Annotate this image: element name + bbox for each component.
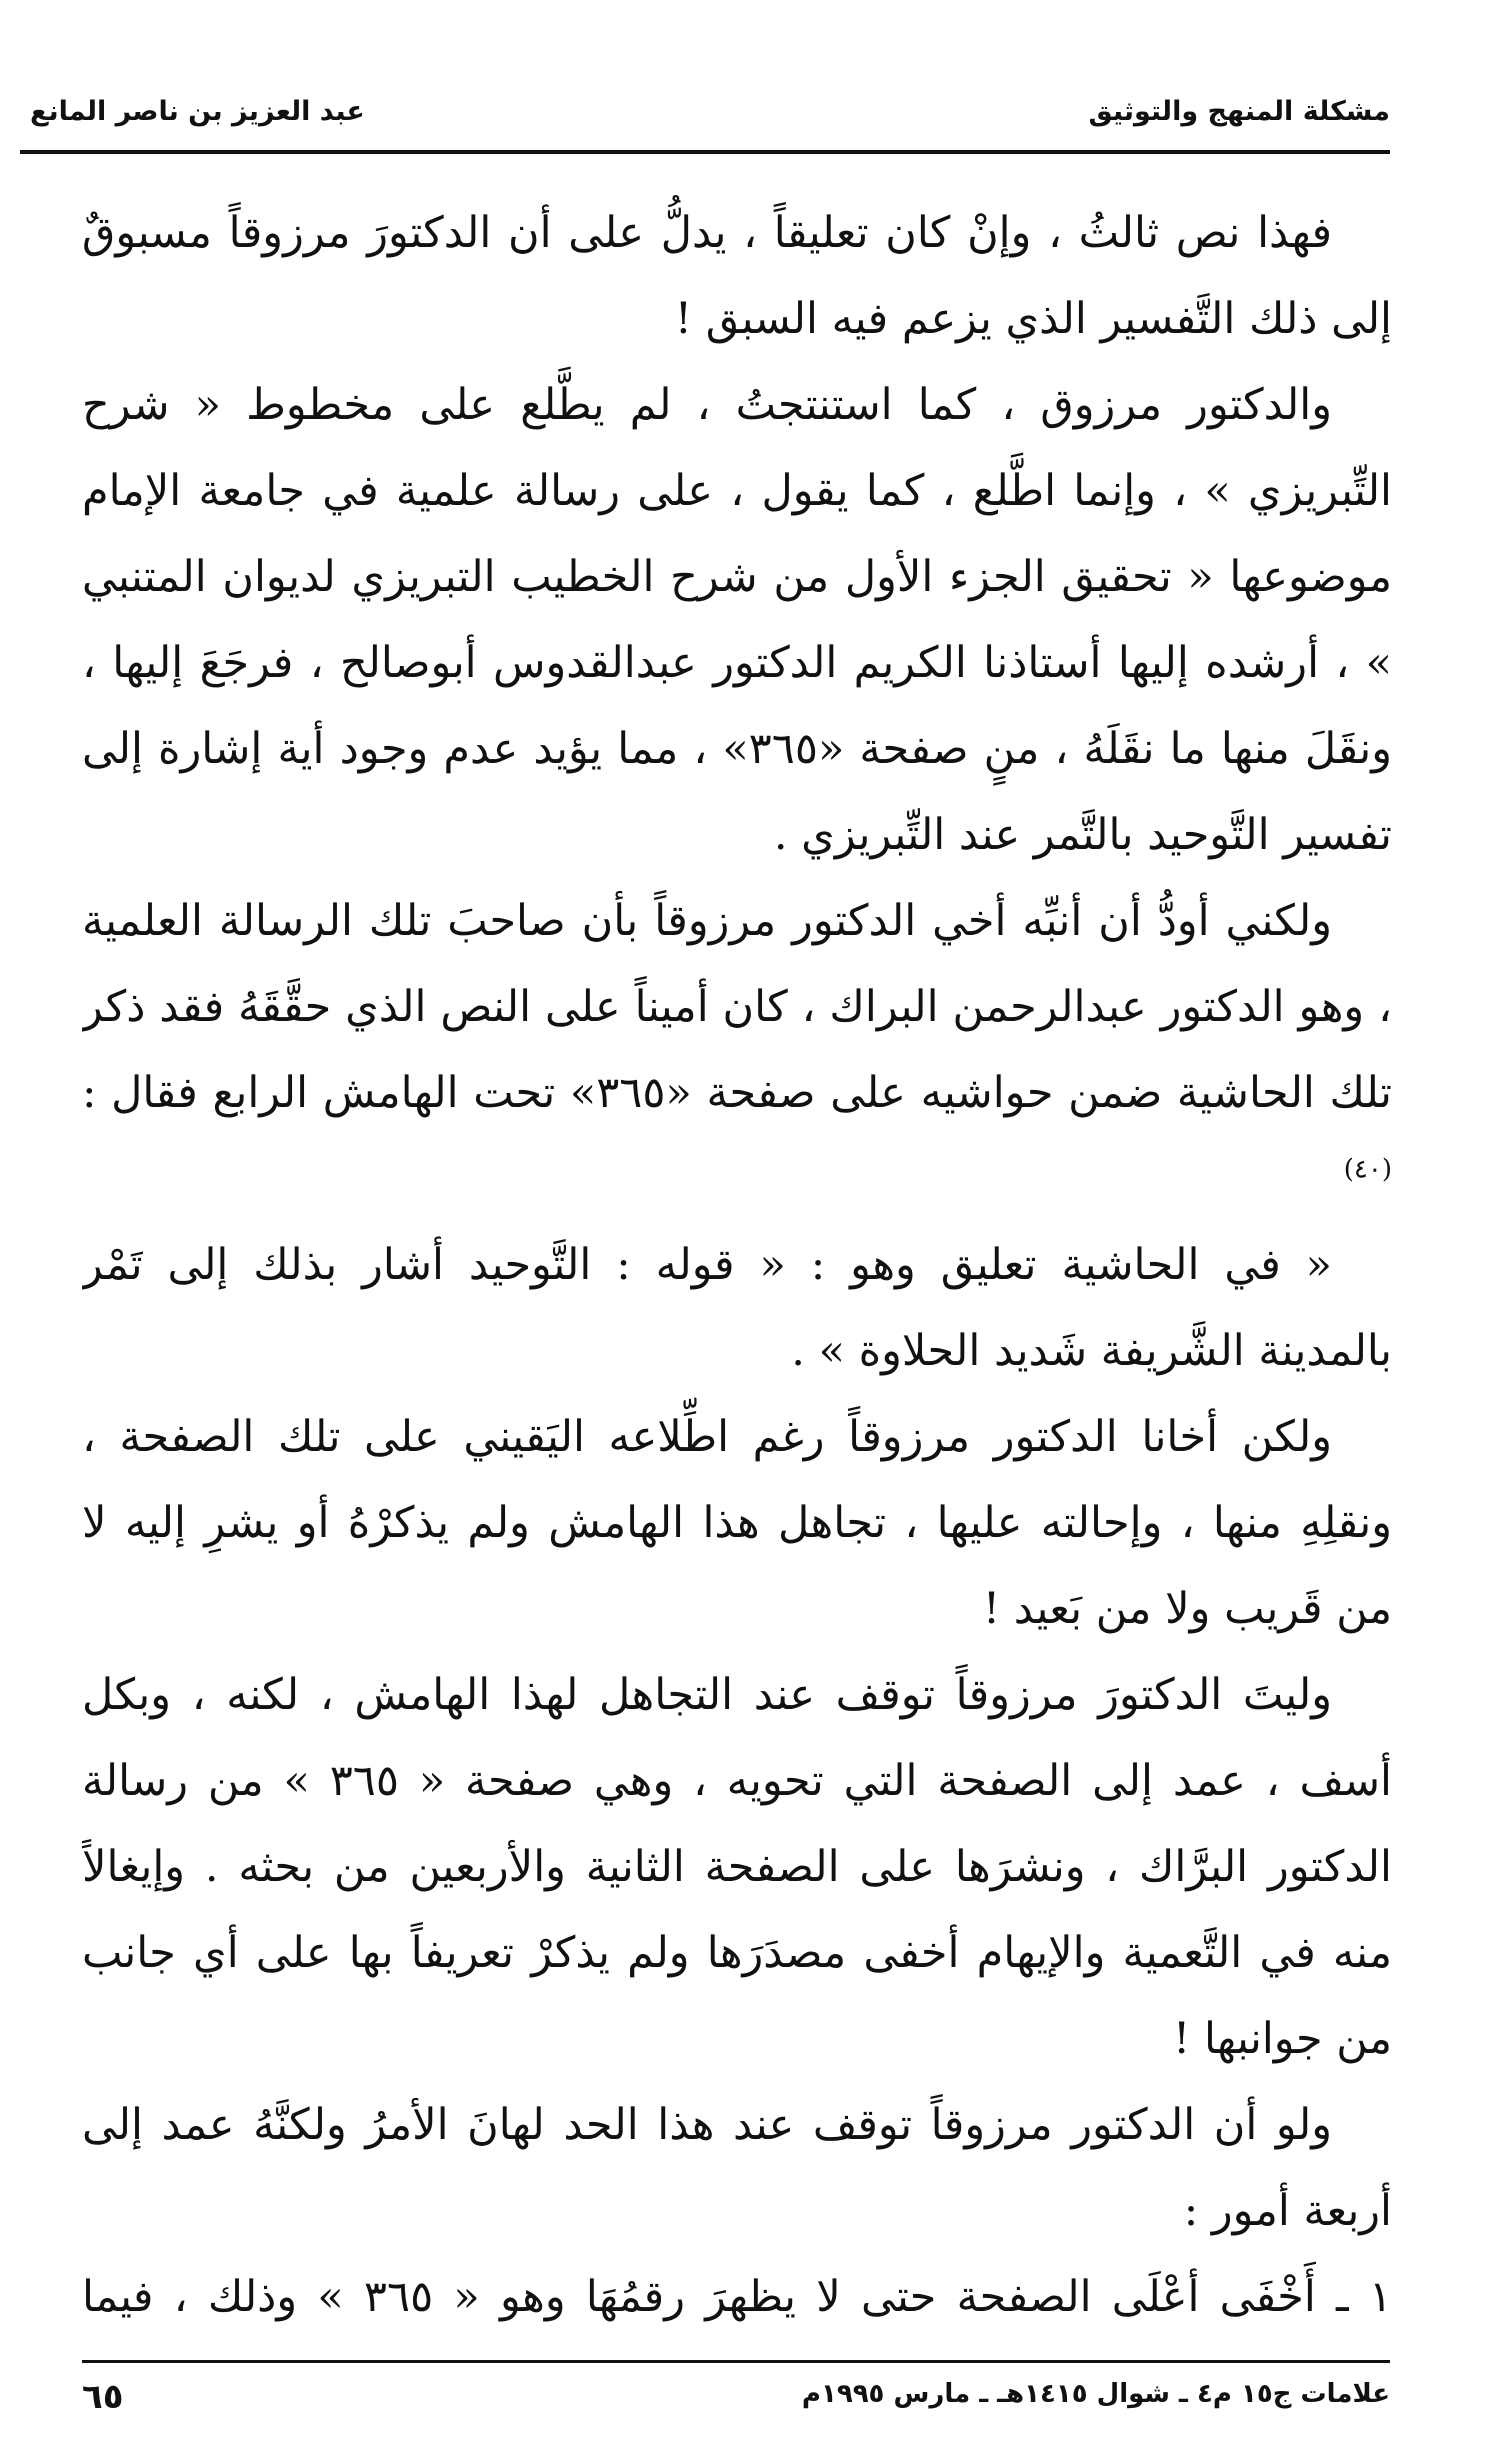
page-number: ٦٥ (82, 2377, 124, 2417)
list-item: ١ ـ أَخْفَى أعْلَى الصفحة حتى لا يظهرَ رقمُهَا وهو « ٣٦٥ » وذلك ، فيما (82, 2272, 1392, 2322)
paragraph: ولو أن الدكتور مرزوقاً توقف عند هذا الحد لهانَ الأمرُ ولكنَّهُ عمد إلى أربعة أمور : (82, 2100, 1392, 2236)
running-footer (82, 2372, 1390, 2432)
author-name: عبد العزيز بن ناصر المانع (30, 96, 365, 127)
quotation: « في الحاشية تعليق وهو : « قوله : التَّوحيد أشار بذلك إلى تَمْر بالمدينة الشَّريفة شَديد الحلاوة » . (82, 1240, 1392, 1376)
paragraph: والدكتور مرزوق ، كما استنتجتُ ، لم يطَّلع على مخطوط « شرح التِّبريزي » ، وإنما اطَّلع ، كما يقول ، على رسالة علمية في جامعة الإمام موضوعها « تحقيق الجزء الأول من شرح الخطيب التبريزي لديوان المتنبي » ، أرشده إليها أستاذنا الكريم الدكتور عبدالقدوس أبوصالح ، فرجَعَ إليها ، ونقَلَ منها ما نقَلَهُ ، منٍ صفحة «٣٦٥» ، مما يؤيد عدم وجود أية إشارة إلى تفسير التَّوحيد بالتَّمر عند التِّبريزي . (82, 380, 1392, 860)
paragraph: وليتَ الدكتورَ مرزوقاً توقف عند التجاهل لهذا الهامش ، لكنه ، وبكل أسف ، عمد إلى الصفحة التي تحويه ، وهي صفحة « ٣٦٥ » من رسالة الدكتور البرَّاك ، ونشرَها على الصفحة الثانية والأربعين من بحثه . وإيغالاً منه في التَّعمية والإيهام أخفى مصدَرَها ولم يذكرْ تعريفاً بها على أي جانب من جوانبها ! (82, 1670, 1392, 2064)
running-header (30, 92, 1390, 152)
paragraph-text: ولكني أودُّ أن أنبِّه أخي الدكتور مرزوقاً بأن صاحبَ تلك الرسالة العلمية ، وهو الدكتور عبدالرحمن البراك ، كان أميناً على النص الذي حقَّقَهُ فقد ذكر تلك الحاشية ضمن حواشيه على صفحة «٣٦٥» تحت الهامش الرابع فقال : (82, 896, 1392, 1118)
book-title: مشكلة المنهج والتوثيق (1088, 96, 1390, 127)
header-rule (20, 150, 1390, 154)
footnote-marker: (٤٠) (1343, 1154, 1392, 1185)
paragraph (82, 878, 1392, 1222)
footer-rule (82, 2360, 1390, 2363)
paragraph: فهذا نص ثالثُ ، وإنْ كان تعليقاً ، يدلُّ على أن الدكتورَ مرزوقاً مسبوقٌ إلى ذلك التَّفسير الذي يزعم فيه السبق ! (82, 208, 1392, 344)
body-text (82, 190, 1392, 2350)
issue-info: علامات ج١٥ م٤ ـ شوال ١٤١٥هـ ـ مارس ١٩٩٥م (801, 2379, 1390, 2409)
paragraph: ولكن أخانا الدكتور مرزوقاً رغم اطِّلاعه اليَقيني على تلك الصفحة ، ونقلِهِ منها ، وإحالته عليها ، تجاهل هذا الهامش ولم يذكرْهُ أو يشرِ إليه لا من قَريب ولا من بَعيد ! (82, 1412, 1392, 1634)
